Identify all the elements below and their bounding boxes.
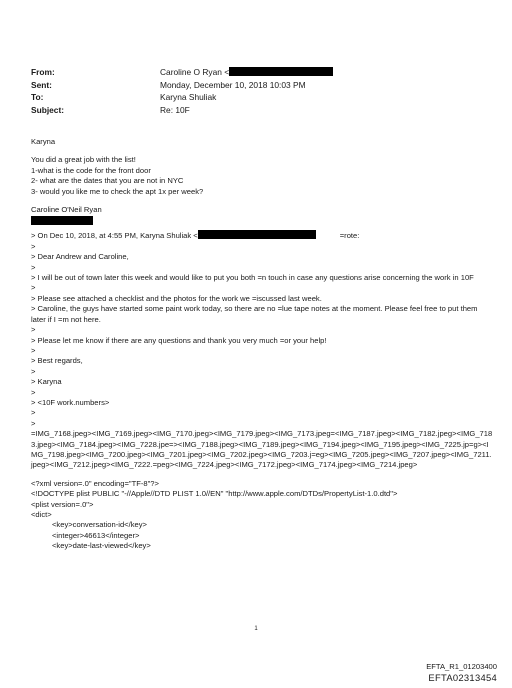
quoted-header-suffix: =rote:: [339, 231, 360, 241]
quoted-line: >: [31, 241, 36, 251]
quoted-line: > Karyna: [31, 377, 62, 387]
xml-line: <key>conversation-id</key>: [52, 520, 147, 530]
reply-line: You did a great job with the list!: [31, 155, 136, 165]
sent-value: Monday, December 10, 2018 10:03 PM: [160, 79, 306, 90]
to-label: To:: [31, 92, 44, 103]
from-row: [31, 66, 333, 79]
quoted-line: >: [31, 283, 36, 293]
xml-line: <key>date-last-viewed</key>: [52, 541, 151, 551]
image-attachment-list: =IMG_7168.jpeg><IMG_7169.jpeg><IMG_7170.jpeg><IMG_7179.jpeg><IMG_7173.jpeg=<IMG_7187.jpeg><IMG_7182.jpeg><IMG_7183.jpeg><IMG_7184.jpeg><IMG_7228.jpe=><IMG_7188.jpeg><IMG_7189.jpeg><IMG_7194.jpeg><IMG_7195.jpeg><IMG_7225.jp=g><IMG_7198.jpeg><IMG_7200.jpeg><IMG_7201.jpeg><IMG_7202.jpeg><IMG_7203.j=eg><IMG_7205.jpeg><IMG_7207.jpeg><IMG_7211.jpeg><IMG_7212.jpeg><IMG_7222.=peg><IMG_7224.jpeg><IMG_7172.jpeg><IMG_7174.jpeg><IMG_7214.jpeg>: [31, 429, 493, 470]
quoted-line: >: [31, 408, 36, 418]
reply-line: 2- what are the dates that you are not in NYC: [31, 176, 184, 186]
quoted-line: >: [31, 387, 36, 397]
xml-line: <plist version=.0">: [31, 499, 94, 509]
from-label: From:: [31, 67, 55, 77]
reply-line: 3- would you like me to check the apt 1x per week?: [31, 186, 204, 196]
page-number: 1: [254, 626, 258, 632]
quoted-line: >: [31, 325, 36, 335]
email-header: [31, 66, 333, 116]
quoted-header: [31, 230, 493, 241]
to-row: [31, 91, 333, 104]
xml-block: [31, 479, 493, 552]
quoted-header-prefix: > On Dec 10, 2018, at 4:55 PM, Karyna Shuliak <: [31, 231, 198, 241]
email-body: [31, 137, 493, 552]
xml-line: <integer>46613</integer>: [52, 530, 140, 540]
quoted-line: >: [31, 345, 36, 355]
sent-label: Sent:: [31, 79, 52, 90]
xml-line: <!DOCTYPE plist PUBLIC "-//Apple//DTD PLIST 1.0//EN" "http://www.apple.com/DTDs/PropertyList-1.0.dtd">: [31, 489, 398, 499]
quoted-line: > Please let me know if there are any questions and thank you very much =or your help!: [31, 335, 327, 345]
quoted-line: >: [31, 262, 36, 272]
redaction-box: [198, 230, 316, 239]
bates-number-large: EFTA02313454: [428, 672, 497, 683]
quoted-line: > Caroline, the guys have started some paint work today, so there are no =lue tape notes at the moment. Please feel free to put them later if I =m not here.: [31, 304, 478, 324]
redaction-box: [229, 67, 333, 76]
bates-number-small: EFTA_R1_01203400: [426, 662, 497, 671]
reply-greeting: Karyna: [31, 137, 56, 146]
subject-label: Subject:: [31, 104, 65, 115]
to-value: Karyna Shuliak: [160, 92, 217, 103]
quoted-line: > Best regards,: [31, 356, 83, 366]
quoted-line: > I will be out of town later this week and would like to put you both =n touch in case any questions arise concerning the work in 10F: [31, 273, 474, 283]
subject-value: Re: 10F: [160, 104, 190, 115]
subject-row: [31, 104, 333, 117]
signature: Caroline O'Neil Ryan: [31, 205, 102, 215]
from-value: Caroline O Ryan <: [160, 67, 230, 77]
xml-line: <?xml version=.0" encoding="TF-8"?>: [31, 478, 159, 488]
quoted-line: > Dear Andrew and Caroline,: [31, 252, 129, 262]
redaction-box: [31, 216, 93, 225]
reply-line: 1-what is the code for the front door: [31, 165, 151, 175]
quoted-line: > Please see attached a checklist and the photos for the work we =iscussed last week.: [31, 293, 322, 303]
quoted-line: >: [31, 418, 36, 428]
quoted-line: >: [31, 366, 36, 376]
attachment-name: > <10F work.numbers>: [31, 397, 110, 407]
sent-row: [31, 79, 333, 92]
xml-line: <dict>: [31, 510, 52, 519]
